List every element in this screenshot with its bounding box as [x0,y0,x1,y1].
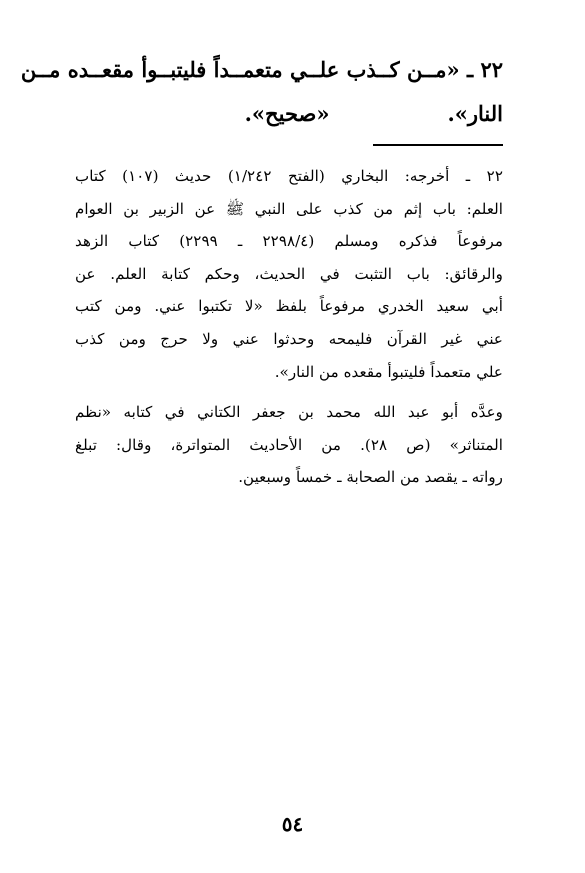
paragraph-gap [75,388,503,396]
hadith-line-1: ٢٢ ـ «مــن كــذب علــي متعمــداً فليتبــوأ مقعــده مــن [20,57,503,82]
hadith-line-2 [73,92,503,136]
hadith-text [20,48,503,136]
page-number: ٥٤ [281,812,304,836]
footnote-line: ٢٢ ـ أخرجه: البخاري (الفتح ١/٢٤٢) حديث (١٠٧) كتاب [75,167,503,185]
footnote-line: عني غير القرآن فليمحه وحدثوا عني ولا حرج ومن كذب [75,329,503,348]
footnote-paragraph-line: المتناثر» (ص ٢٨). من الأحاديث المتواترة، وقال: تبلغ [75,435,503,454]
footnote-divider [373,144,503,146]
footnote-line: مرفوعاً فذكره ومسلم (٢٢٩٨/٤ ـ ٢٢٩٩) كتاب الزهد [75,232,503,251]
footnote-paragraph-line: وعدَّه أبو عبد الله محمد بن جعفر الكتاني في كتابه «نظم [75,403,503,422]
footnote-line: علي متعمداً فليتبوأ مقعده من النار». [274,362,503,381]
footnote-section [75,160,503,494]
hadith-grade: «صحيح». [244,101,330,126]
footnote-line: والرقائق: باب التثبت في الحديث، وحكم كتابة العلم. عن [75,264,503,283]
footnote-line: أبي سعيد الخدري مرفوعاً بلفظ «لا تكتبوا عني. ومن كتب [75,297,503,316]
hadith-line-2-text: النار». [447,101,503,126]
footnote-paragraph-line: رواته ـ يقصد من الصحابة ـ خمساً وسبعين. [238,468,503,487]
footnote-line: العلم: باب إثم من كذب على النبي ﷺ عن الزبير بن العوام [75,199,503,218]
